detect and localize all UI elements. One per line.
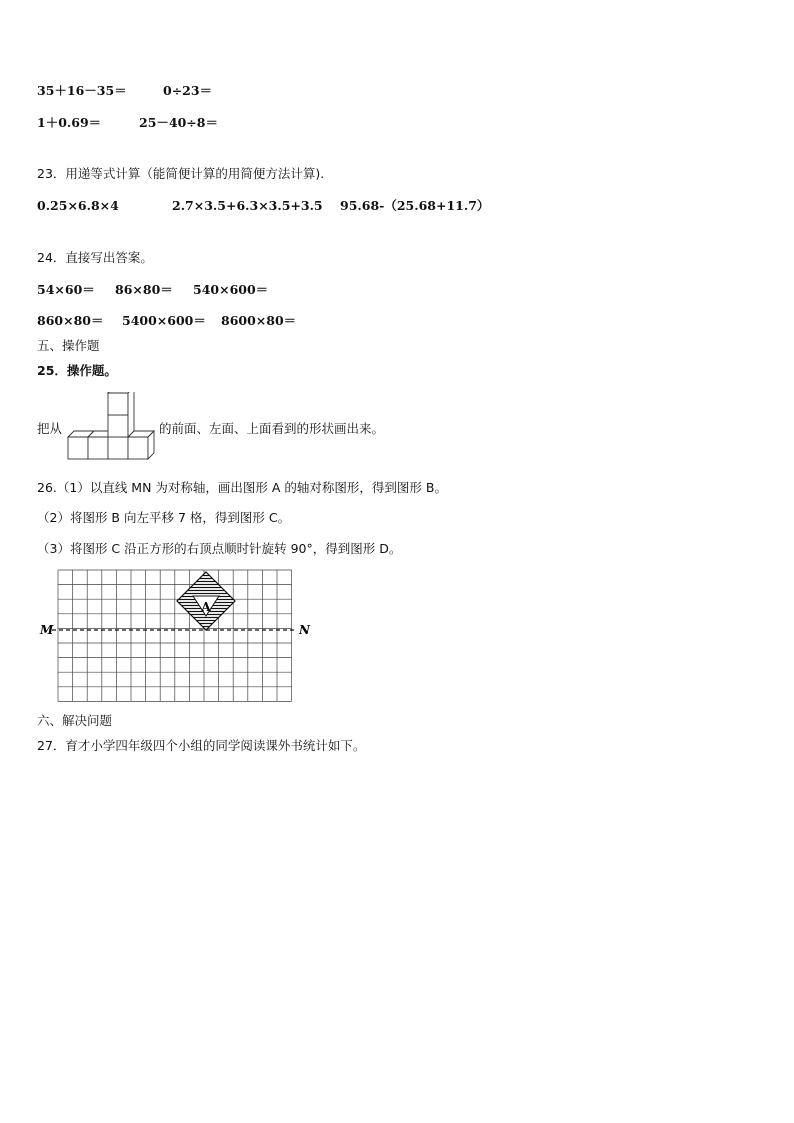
cube-face: [128, 437, 148, 459]
q24-row1-item-3: 540×600＝: [193, 282, 269, 297]
equation-2: 0÷23＝: [163, 83, 213, 98]
q24-row1-item-2: 86×80＝: [115, 282, 173, 297]
equation-3: 1＋0.69＝: [37, 115, 102, 130]
q25-title: 25．操作题。: [37, 363, 117, 378]
q23-item-2: 2.7×3.5+6.3×3.5+3.5: [172, 198, 323, 213]
q24-row1-item-1: 54×60＝: [37, 282, 95, 297]
cube-face: [68, 437, 88, 459]
figure-a-label: A: [201, 600, 211, 614]
q23-item-1: 0.25×6.8×4: [37, 198, 119, 213]
cube-face: [108, 437, 128, 459]
grid-lines: [58, 570, 292, 701]
q24-title: 24．直接写出答案。: [37, 250, 153, 265]
q23-title: 23．用递等式计算（能简便计算的用简便方法计算).: [37, 166, 325, 181]
q24-row2-item-1: 860×80＝: [37, 313, 104, 328]
q26-part1: 26.（1）以直线 MN 为对称轴，画出图形 A 的轴对称图形，得到图形 B。: [37, 480, 447, 495]
cube-stack-figure: [64, 392, 160, 462]
grid-figure: [38, 565, 320, 707]
label-m: M: [40, 623, 54, 637]
cube-side: [128, 392, 134, 437]
cube-face: [108, 393, 128, 415]
q23-item-3: 95.68-（25.68+11.7）: [340, 198, 490, 213]
q26-part2: （2）将图形 B 向左平移 7 格，得到图形 C。: [37, 510, 291, 525]
section-6-title: 六、解决问题: [37, 713, 113, 728]
equation-4: 25－40÷8＝: [139, 115, 218, 130]
q26-part3: （3）将图形 C 沿正方形的右顶点顺时针旋转 90°，得到图形 D。: [37, 541, 402, 556]
q27-title: 27．育才小学四年级四个小组的同学阅读课外书统计如下。: [37, 738, 366, 753]
section-5-title: 五、操作题: [37, 338, 100, 353]
label-n: N: [299, 623, 310, 637]
q25-suffix: 的前面、左面、上面看到的形状画出来。: [159, 421, 385, 436]
equation-1: 35＋16－35＝: [37, 83, 127, 98]
q24-row2-item-3: 8600×80＝: [221, 313, 297, 328]
q24-row2-item-2: 5400×600＝: [122, 313, 206, 328]
q25-prefix: 把从: [37, 421, 63, 436]
cube-face: [88, 437, 108, 459]
cube-face: [108, 415, 128, 437]
